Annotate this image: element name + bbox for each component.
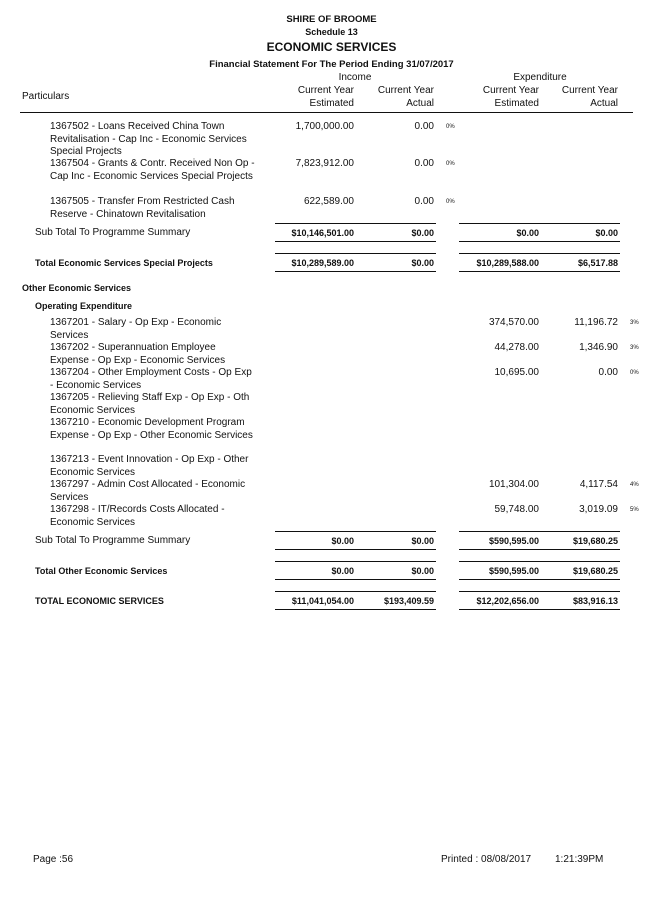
- income-estimated: 1,700,000.00: [295, 121, 354, 132]
- expenditure-actual: 0.00: [598, 367, 618, 378]
- expenditure-actual: 4,117.54: [579, 479, 618, 490]
- expenditure-actual: 3,019.09: [579, 504, 618, 515]
- percent-value: 0%: [446, 161, 455, 167]
- total-label: Total Other Economic Services: [35, 566, 168, 576]
- rule: [459, 241, 620, 242]
- exp-act-header-1: Current Year: [561, 85, 618, 96]
- page-title: ECONOMIC SERVICES: [266, 40, 397, 54]
- expenditure-actual: $19,680.25: [572, 566, 618, 576]
- expenditure-estimated: 374,570.00: [488, 317, 539, 328]
- rule: [275, 223, 436, 224]
- row-description: 1367202 - Superannuation Employee Expense - Op Exp - Economic Services: [50, 342, 226, 366]
- expenditure-estimated: 59,748.00: [494, 504, 539, 515]
- rule: [275, 609, 436, 610]
- page-number: Page :56: [33, 854, 74, 865]
- percent-value: 5%: [630, 507, 639, 513]
- section-title: Other Economic Services: [22, 283, 132, 293]
- rule: [459, 253, 620, 254]
- income-actual: $0.00: [411, 258, 434, 268]
- inc-est-header-1: Current Year: [297, 85, 354, 96]
- rule: [459, 579, 620, 580]
- income-actual: $193,409.59: [383, 596, 434, 606]
- statement-subtitle: Financial Statement For The Period Ending 31/07/2017: [209, 59, 454, 70]
- expenditure-actual: $19,680.25: [572, 536, 618, 546]
- exp-est-header-2: Estimated: [494, 98, 539, 109]
- income-actual: $0.00: [411, 566, 434, 576]
- rule: [459, 561, 620, 562]
- row-description: 1367205 - Relieving Staff Exp - Op Exp - Oth Economic Services: [50, 392, 250, 416]
- row-description: 1367210 - Economic Development Program Expense - Op Exp - Other Economic Services: [50, 417, 253, 441]
- income-actual: 0.00: [414, 196, 434, 207]
- rule: [275, 531, 436, 532]
- income-actual: 0.00: [414, 158, 434, 169]
- expenditure-group-header: Expenditure: [513, 72, 567, 83]
- percent-value: 0%: [630, 370, 639, 376]
- expenditure-estimated: 44,278.00: [494, 342, 539, 353]
- rule: [459, 531, 620, 532]
- row-description: 1367201 - Salary - Op Exp - Economic Services: [50, 317, 222, 341]
- income-estimated: $0.00: [331, 566, 354, 576]
- rule: [275, 241, 436, 242]
- expenditure-actual: 1,346.90: [579, 342, 618, 353]
- printed-date: Printed : 08/08/2017: [441, 854, 532, 865]
- income-estimated: $0.00: [331, 536, 354, 546]
- rule: [459, 591, 620, 592]
- total-label: Total Economic Services Special Projects: [35, 258, 213, 268]
- inc-act-header-1: Current Year: [377, 85, 434, 96]
- expenditure-estimated: 10,695.00: [494, 367, 539, 378]
- income-estimated: 7,823,912.00: [295, 158, 354, 169]
- particulars-header: Particulars: [22, 91, 70, 102]
- income-estimated: $10,289,589.00: [291, 258, 354, 268]
- expenditure-estimated: $590,595.00: [488, 536, 539, 546]
- header-rule: [20, 112, 633, 113]
- rule: [459, 223, 620, 224]
- row-description: 1367298 - IT/Records Costs Allocated - Economic Services: [50, 504, 225, 528]
- exp-est-header-1: Current Year: [482, 85, 539, 96]
- expenditure-estimated: 101,304.00: [488, 479, 539, 490]
- income-group-header: Income: [338, 72, 372, 83]
- row-description: 1367204 - Other Employment Costs - Op Exp - Economic Services: [50, 367, 252, 391]
- rule: [275, 253, 436, 254]
- rule: [275, 549, 436, 550]
- inc-est-header-2: Estimated: [309, 98, 354, 109]
- row-description: 1367213 - Event Innovation - Op Exp - Other Economic Services: [50, 454, 249, 478]
- inc-act-header-2: Actual: [406, 98, 434, 109]
- income-estimated: $11,041,054.00: [291, 596, 354, 606]
- income-estimated: $10,146,501.00: [291, 228, 354, 238]
- subtotal-label: Sub Total To Programme Summary: [35, 535, 191, 546]
- percent-value: 0%: [446, 199, 455, 205]
- expenditure-actual: 11,196.72: [574, 317, 618, 328]
- rule: [275, 591, 436, 592]
- exp-act-header-2: Actual: [590, 98, 618, 109]
- row-description: 1367505 - Transfer From Restricted Cash Reserve - Chinatown Revitalisation: [50, 196, 235, 220]
- expenditure-estimated: $10,289,588.00: [476, 258, 539, 268]
- schedule-label: Schedule 13: [305, 27, 358, 37]
- rule: [275, 579, 436, 580]
- grand-total-label: TOTAL ECONOMIC SERVICES: [35, 596, 164, 606]
- org-name: SHIRE OF BROOME: [286, 14, 377, 25]
- rule: [459, 549, 620, 550]
- expenditure-actual: $6,517.88: [577, 258, 618, 268]
- percent-value: 0%: [446, 124, 455, 130]
- row-description: 1367502 - Loans Received China Town Revitalisation - Cap Inc - Economic Services Special Projects: [50, 121, 247, 157]
- subtotal-label: Sub Total To Programme Summary: [35, 227, 191, 238]
- percent-value: 4%: [630, 482, 639, 488]
- income-actual: 0.00: [414, 121, 434, 132]
- printed-time: 1:21:39PM: [555, 854, 604, 865]
- expenditure-estimated: $0.00: [516, 228, 539, 238]
- expenditure-estimated: $12,202,656.00: [476, 596, 539, 606]
- expenditure-actual: $83,916.13: [572, 596, 618, 606]
- rule: [275, 561, 436, 562]
- income-actual: $0.00: [411, 228, 434, 238]
- rule: [275, 271, 436, 272]
- row-description: 1367504 - Grants & Contr. Received Non Op - Cap Inc - Economic Services Special Projects: [50, 158, 255, 182]
- rule: [459, 271, 620, 272]
- rule: [459, 609, 620, 610]
- expenditure-estimated: $590,595.00: [488, 566, 539, 576]
- income-actual: $0.00: [411, 536, 434, 546]
- row-description: 1367297 - Admin Cost Allocated - Economic Services: [50, 479, 246, 503]
- percent-value: 3%: [630, 345, 639, 351]
- percent-value: 3%: [630, 320, 639, 326]
- expenditure-actual: $0.00: [595, 228, 618, 238]
- income-estimated: 622,589.00: [303, 196, 354, 207]
- section-subtitle: Operating Expenditure: [35, 301, 133, 311]
